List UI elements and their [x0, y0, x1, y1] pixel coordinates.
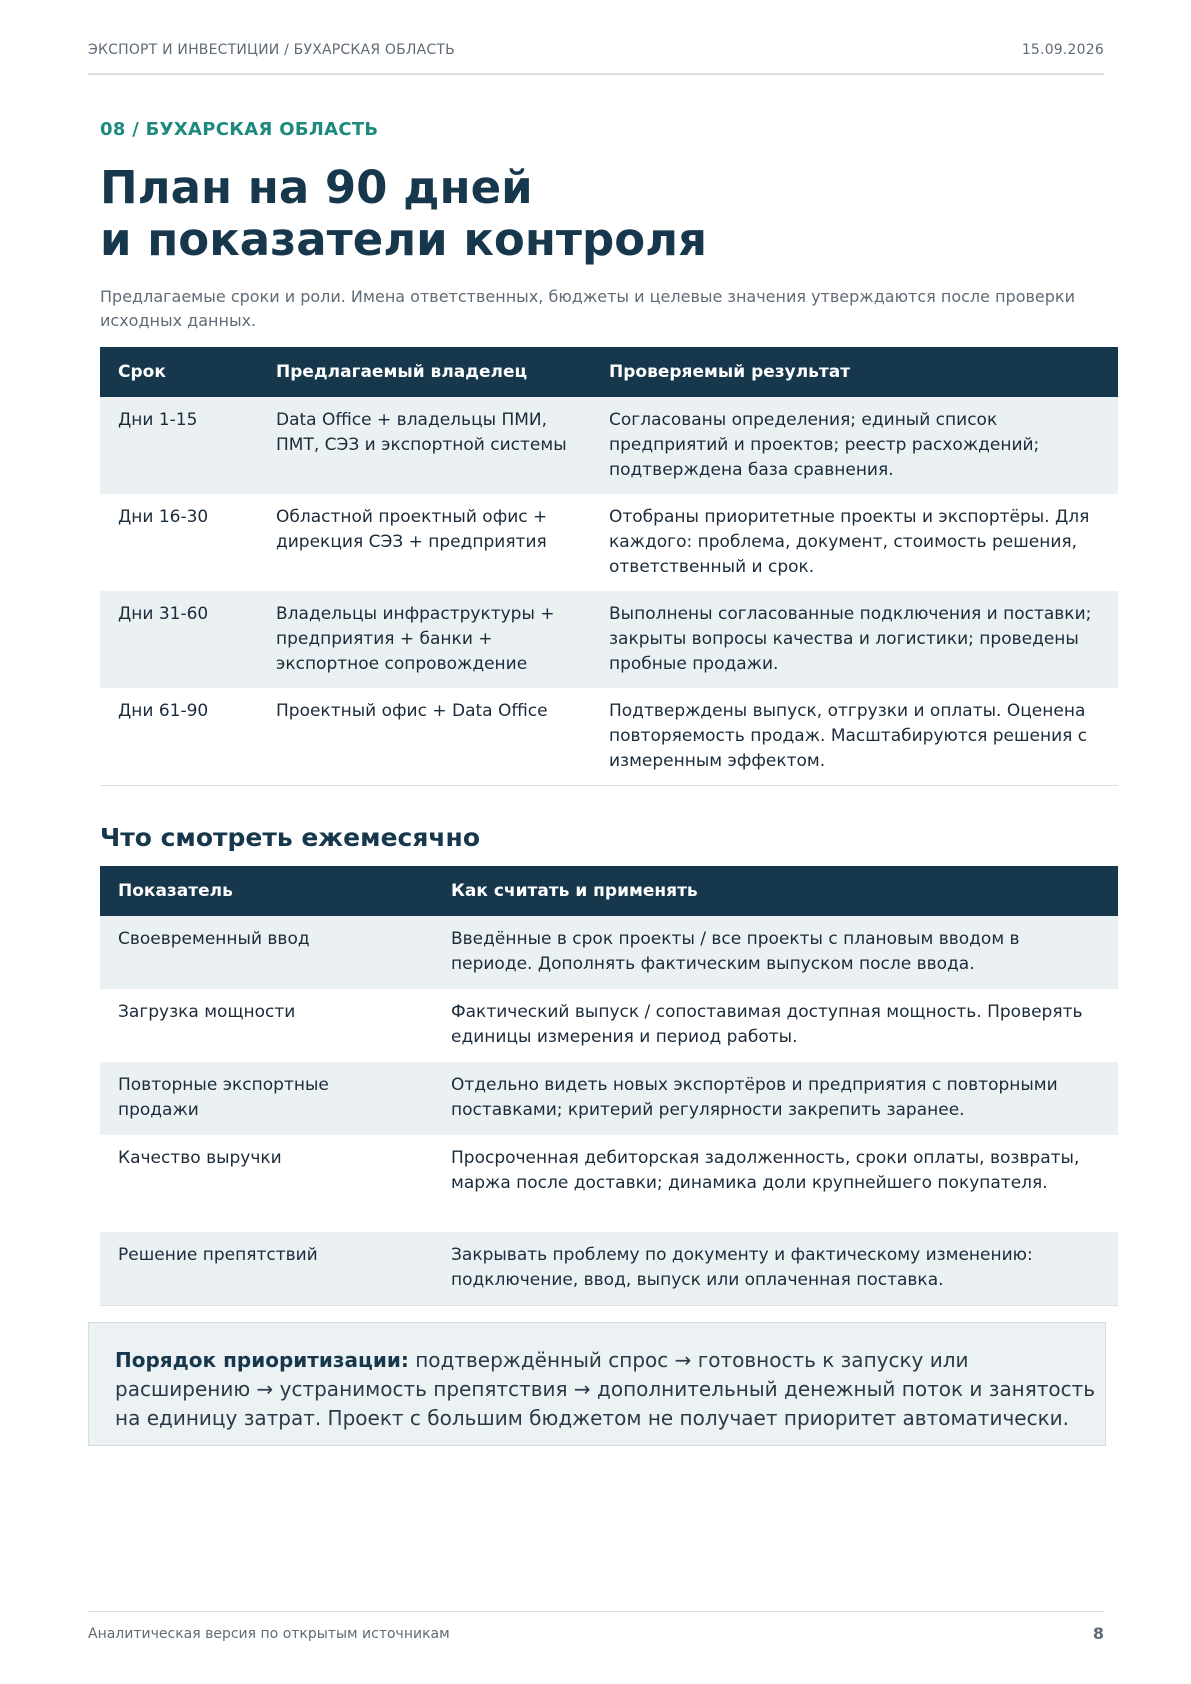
plan-term-cell: Дни 31-60 — [100, 591, 258, 688]
plan-owner-cell: Областной проектный офис + дирекция СЭЗ + предприятия — [258, 494, 591, 591]
plan-result-cell: Согласованы определения; единый список предприятий и проектов; реестр расхождений; подтверждена база сравнения. — [591, 397, 1118, 494]
title-line-1: План на 90 дней — [100, 161, 533, 214]
section-label: 08 / БУХАРСКАЯ ОБЛАСТЬ — [100, 119, 379, 140]
table-row — [100, 989, 1118, 1062]
title-line-2: и показатели контроля — [100, 213, 707, 266]
plan-table — [100, 347, 1118, 786]
metric-name-cell: Решение препятствий — [100, 1232, 433, 1306]
monthly-heading: Что смотреть ежемесячно — [100, 823, 481, 852]
metric-name-cell: Повторные экспортные продажи — [100, 1062, 433, 1135]
table-row — [100, 688, 1118, 786]
metric-method-cell: Фактический выпуск / сопоставимая доступная мощность. Проверять единицы измерения и период работы. — [433, 989, 1118, 1062]
metric-method-cell: Отдельно видеть новых экспортёров и предприятия с повторными поставками; критерий регулярности закрепить заранее. — [433, 1062, 1118, 1135]
plan-term-cell: Дни 1-15 — [100, 397, 258, 494]
plan-owner-cell: Владельцы инфраструктуры + предприятия + банки + экспортное сопровождение — [258, 591, 591, 688]
metrics-table — [100, 866, 1118, 1306]
plan-table-header-row — [100, 347, 1118, 397]
plan-header-term: Срок — [100, 347, 258, 397]
prioritization-text: подтверждённый спрос → готовность к запуску или расширению → устранимость препятствия → дополнительный денежный поток и занятость на единицу затрат. Проект с большим бюджетом не получает приоритет автоматически. — [115, 1348, 1096, 1430]
metrics-table-header-row — [100, 866, 1118, 916]
plan-header-result: Проверяемый результат — [591, 347, 1118, 397]
prioritization-label: Порядок приоритизации: — [115, 1348, 409, 1372]
table-row — [100, 1135, 1118, 1232]
header-breadcrumb: ЭКСПОРТ И ИНВЕСТИЦИИ / БУХАРСКАЯ ОБЛАСТЬ — [88, 42, 455, 58]
table-row — [100, 397, 1118, 494]
metric-method-cell: Просроченная дебиторская задолженность, сроки оплаты, возвраты, маржа после доставки; динамика доли крупнейшего покупателя. — [433, 1135, 1118, 1232]
metric-method-cell: Закрывать проблему по документу и фактическому изменению: подключение, ввод, выпуск или оплаченная поставка. — [433, 1232, 1118, 1306]
metrics-header-method: Как считать и применять — [433, 866, 1118, 916]
table-row — [100, 494, 1118, 591]
page-footer — [88, 1624, 1104, 1643]
plan-term-cell: Дни 61-90 — [100, 688, 258, 786]
plan-owner-cell: Проектный офис + Data Office — [258, 688, 591, 786]
table-row — [100, 1062, 1118, 1135]
footer-source-note: Аналитическая версия по открытым источникам — [88, 1625, 450, 1642]
header-date: 15.09.2026 — [1021, 42, 1104, 58]
page-title — [100, 162, 707, 266]
page-number: 8 — [1092, 1624, 1104, 1643]
page-header — [88, 42, 1104, 58]
plan-header-owner: Предлагаемый владелец — [258, 347, 591, 397]
prioritization-note — [88, 1322, 1106, 1446]
plan-result-cell: Выполнены согласованные подключения и поставки; закрыты вопросы качества и логистики; проведены пробные продажи. — [591, 591, 1118, 688]
header-divider — [88, 73, 1104, 75]
metric-name-cell: Загрузка мощности — [100, 989, 433, 1062]
table-row — [100, 916, 1118, 989]
page-subtitle: Предлагаемые сроки и роли. Имена ответственных, бюджеты и целевые значения утверждаются после проверки исходных данных. — [100, 287, 1075, 330]
plan-owner-cell: Data Office + владельцы ПМИ, ПМТ, СЭЗ и экспортной системы — [258, 397, 591, 494]
table-row — [100, 591, 1118, 688]
metrics-header-indicator: Показатель — [100, 866, 433, 916]
metric-method-cell: Введённые в срок проекты / все проекты с плановым вводом в периоде. Дополнять фактическим выпуском после ввода. — [433, 916, 1118, 989]
plan-result-cell: Подтверждены выпуск, отгрузки и оплаты. Оценена повторяемость продаж. Масштабируются решения с измеренным эффектом. — [591, 688, 1118, 786]
table-row — [100, 1232, 1118, 1306]
plan-term-cell: Дни 16-30 — [100, 494, 258, 591]
plan-result-cell: Отобраны приоритетные проекты и экспортёры. Для каждого: проблема, документ, стоимость решения, ответственный и срок. — [591, 494, 1118, 591]
metric-name-cell: Своевременный ввод — [100, 916, 433, 989]
metric-name-cell: Качество выручки — [100, 1135, 433, 1232]
footer-divider — [88, 1611, 1104, 1612]
